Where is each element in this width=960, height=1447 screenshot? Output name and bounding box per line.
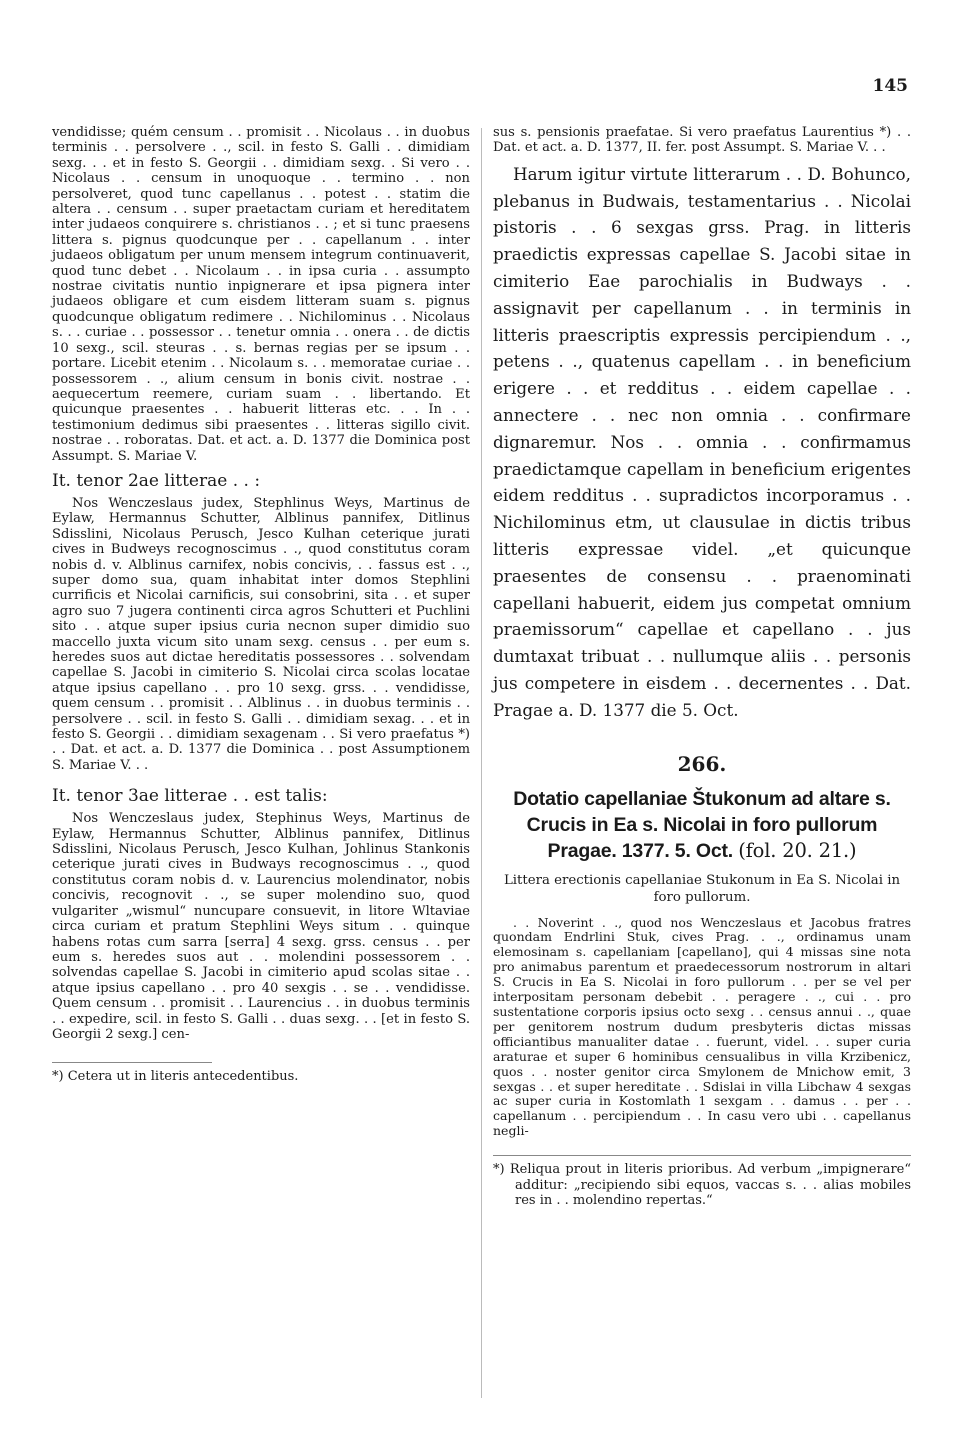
document-title-line-3	[493, 838, 911, 864]
left-paragraph-3: Nos Wenczeslaus judex, Stephinus Weys, Martinus de Eylaw, Hermannus Schutter, Alblinus pannifex, Ditlinus Sdisslini, Nicolaus Perusch, Jesco Kulhan, Johlinus Stankonis ceterique jurati cives in Budways recognoscimus . ., quod constitutus coram nobis d. v. Laurencius molendinator, nobis concivis, recognovit . ., se super molendino suo, quod vulgariter „wismul“ nuncupare consuevit, in litore Wltaviae circa curiam et pratum Stephlini Weys situm . . quinque habens rotas cum sarra [serra] 4 sexg. grss. census . . per eum s. heredes suos aut . . molendini possessorem . . solvendas capellae S. Jacobi in cimiterio apud scolas sitae . . atque ipsius capellano . . pro 40 sexgis . . se . . vendidisse. Quem censum . . promisit . . Laurencius . . in duobus terminis . . expedire, scil. in festo S. Galli . . duas sexg. . . [et in festo S. Georgii 2 sexg.] cen-	[52, 811, 470, 1042]
page-number: 145	[872, 76, 908, 96]
document-title	[493, 786, 911, 864]
right-footnote-rule	[493, 1155, 911, 1156]
left-column	[52, 125, 470, 1085]
right-paragraph-2: Harum igitur virtute litterarum . . D. Bohunco, plebanus in Budwais, testamentarius . . Nicolai pistoris . . 6 sexgas grss. Prag. in litteris praedictis expressas capellae S. Jacobi sitae in cimiterio Eae parochialis in Budways . . assignavit per capellanum . . in terminis in litteris praescriptis expressis percipiendum . ., petens . ., quatenus capellam . . in beneficium erigere . . et redditus . . eidem capellae . . annectere . . nec non omnia . . confirmare dignaremur. Nos . . omnia . . confirmamus praedictamque capellam in beneficium erigentes eidem redditus . . supradictos incorporamus . . Nichilominus etm, ut clausulae in dictis tribus litteris expressae videl. „et quicunque praesentes de consensu . . praenominati capellani habuerit, eidem jus competat omnium praemissorum“ capellae et capellano . . jus dumtaxat tribuat . . nullumque aliis . . personis jus competere in eisdem . . decernentes . . Dat. Pragae a. D. 1377 die 5. Oct.	[493, 163, 911, 720]
right-paragraph-3: . . Noverint . ., quod nos Wenczeslaus et Jacobus fratres quondam Endrlini Stuk, cives Prag. . ., ordinamus unam elemosinam s. capellaniam [capellano], qui 4 missas sine nota pro animabus parentum et praedecessorum nostrorum in altari S. Crucis in Ea S. Nicolai in foro pullorum . . per se vel per interpositam personam debebit . . peragere . ., cui . . pro sustentatione corporis ipsius octo sexg . . census annui . ., quae per genitorem nostrum dudum presbyteris dictas missas officiantibus manualiter datae . . fuerunt, videl. . . super curia araturae et super 6 hominibus censualibus in villa Krzibenicz, quos . . noster genitor circa Smylonem de Mnichow emit, 3 sexgas . . et super hereditate . . Sdislai in villa Libchaw 4 sexgas ac super curia in Kostomlath 1 sexgam . . damus . . per . . capellanum . . percipiendum . . In casu vero ubi . . capellanus negli-	[493, 914, 911, 1139]
right-paragraph-1: sus s. pensionis praefatae. Si vero praefatus Laurentius *) . . Dat. et act. a. D. 1377, II. fer. post Assumpt. S. Mariae V. . .	[493, 125, 911, 156]
document-subtitle: Littera erectionis capellaniae Stukonum in Ea S. Nicolai in foro pullorum.	[503, 872, 901, 905]
document-title-folio-reference: (fol. 20. 21.)	[738, 838, 857, 862]
right-column	[493, 125, 911, 1209]
left-footnote-rule	[52, 1062, 212, 1063]
document-title-line-1: Dotatio capellaniae Štukonum ad altare s.	[513, 787, 891, 810]
left-footnote: *) Cetera ut in literis antecedentibus.	[52, 1069, 299, 1085]
document-title-date: Pragae. 1377. 5. Oct.	[547, 839, 734, 862]
left-paragraph-2: Nos Wenczeslaus judex, Stephlinus Weys, Martinus de Eylaw, Hermannus Schutter, Alblinus pannifex, Ditlinus Sdisslini, Nicolaus Perusch, Jesco Kulhan ceterique jurati cives in Budweys recognoscimus . ., quod constitutus coram nobis d. v. Alblinus carnifex, nobis concivis, . . fassus est . ., super domo sua, quam inhabitat inter domos Stephlini currificis et Nicolai carnificis, sui consobrini, sita . . et super agro suo 7 jugera continenti circa agros Schutteri et Puchlini sito . . atque super ipsius curia necnon super dimidio suo maccello juxta vicum sito unam sexg. census . . per eum s. heredes suos aut dictae hereditatis possessores . . solvendam capellae S. Jacobi in cimiterio S. Nicolai circa scolas locatae atque ipsius capellano . . pro 10 sexg. grss. . . vendidisse, quem censum . . promisit . . Alblinus . . in duobus terminis . . persolvere . . scil. in festo S. Galli . . dimidiam sexag. . . et in festo S. Georgii . . dimidiam sexagenam . . Si vero praefatus *) . . Dat. et act. a. D. 1377 die Dominica . . post Assumptionem S. Mariae V. . .	[52, 495, 470, 773]
left-heading-third-letter: It. tenor 3ae litterae . . est talis:	[52, 786, 328, 807]
column-divider	[481, 128, 482, 1398]
left-paragraph-1: vendidisse; quém censum . . promisit . . Nicolaus . . in duobus terminis . . persolvere . ., scil. in festo S. Galli . . dimidiam sexg. . . et in festo S. Georgii . . dimidiam sexg. . Si vero . . Nicolaus . . censum in unoquoque . . termino . . non persolveret, quod tunc capellanus . . potest . . statim die altera . . censum . . super praetactam curiam et hereditatem inter judaeos conquirere s. christianos . . ; et si tunc praesens littera s. pignus quodcunque per . . capellanum . . inter judaeos obligatum per unum mensem integrum continuaverit, quod tunc debet . . Nicolaum . . in ipsa curia . . assumpto nostrae civitatis nuntio inpignerare et ipsa pignera inter judaeos obligare et cum eisdem litteram suam s. pignus quodcunque obligatum redimere . . Nichilominus . . Nicolaus s. . . curiae . . possessor . . tenetur omnia . . onera . . de dictis 10 sexg., scil. steuras . . s. bernas regias per se ipsum . . portare. Licebit etenim . . Nicolaum s. . . memoratae curiae . . possessorem . ., alium censum in bonis civit. nostrae . . aequecertum reemere, curiam suam . . libertando. Et quicunque praesentes . . habuerit litteras etc. . . In . . testimonium dedimus sibi praesentes . . litteras sigillo civit. nostrae . . roboratas. Dat. et act. a. D. 1377 die Dominica post Assumpt. S. Mariae V.	[52, 125, 470, 464]
document-title-line-2: Crucis in Ea s. Nicolai in foro pullorum	[526, 813, 878, 836]
left-heading-second-letter: It. tenor 2ae litterae . . :	[52, 470, 261, 491]
right-footnote: *) Reliqua prout in literis prioribus. Ad verbum „impignerare“ additur: „recipiendo sibi equos, vaccas s. . . alias mobiles res in . . molendino repertas.“	[493, 1162, 911, 1209]
document-number: 266.	[677, 751, 727, 776]
